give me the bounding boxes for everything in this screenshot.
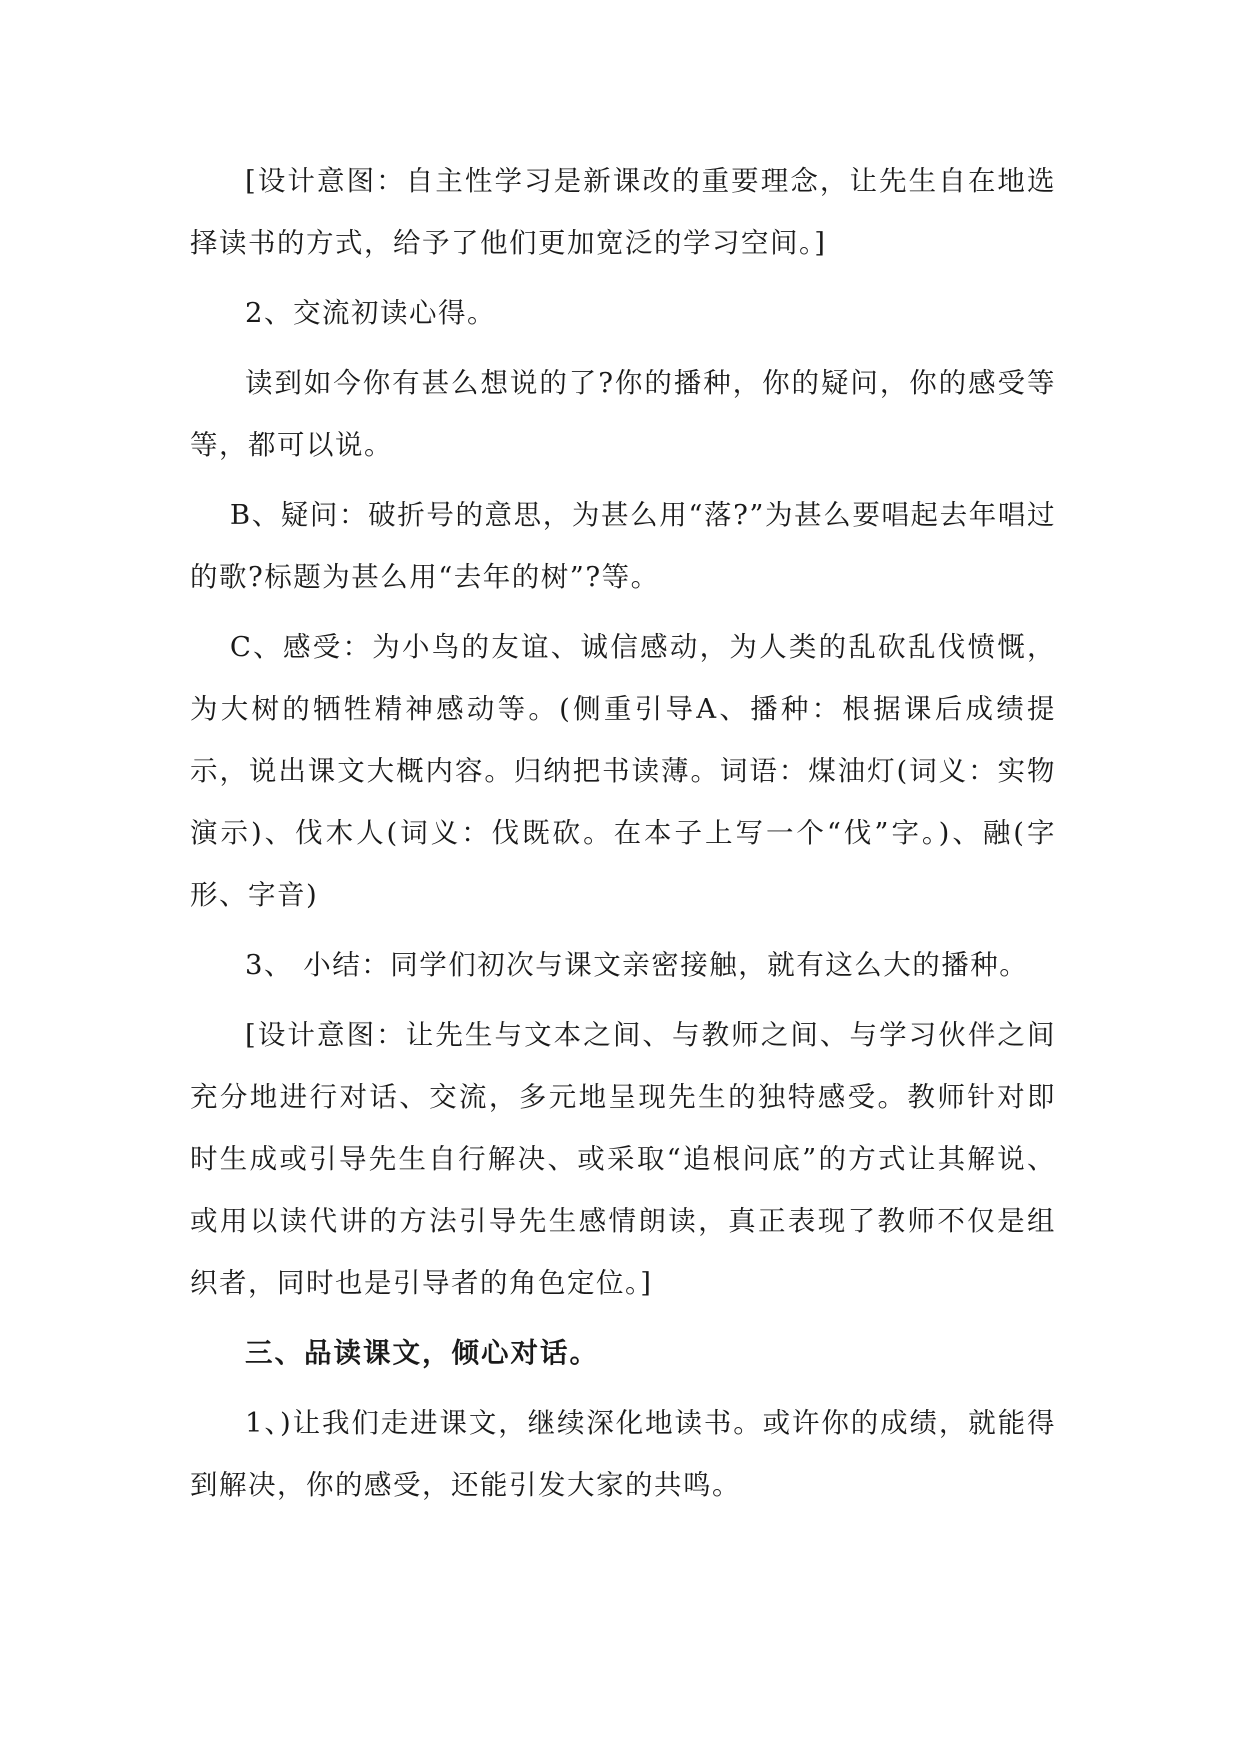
- section-3-heading: 三、品读课文，倾心对话。: [245, 1337, 599, 1369]
- step-1-paragraph: 1、)让我们走进课文，继续深化地读书。或许你的成绩，就能得到解决，你的感受，还能引发大家的共鸣。: [190, 1407, 1056, 1501]
- design-intent-paragraph-2: [设计意图：让先生与文本之间、与教师之间、与学习伙伴之间充分地进行对话、交流，多元地呈现先生的独特感受。教师针对即时生成或引导先生自行解决、或采取“追根问底”的方式让其解说、或用以读代讲的方法引导先生感情朗读，真正表现了教师不仅是组织者，同时也是引导者的角色定位。]: [190, 1019, 1056, 1299]
- document-body: [190, 150, 1056, 1524]
- design-intent-paragraph-1: [设计意图：自主性学习是新课改的重要理念，让先生自在地选择读书的方式，给予了他们更加宽泛的学习空间。]: [190, 165, 1056, 259]
- step-2-heading: 2、交流初读心得。: [245, 297, 496, 329]
- summary-step-3: 3、 小结：同学们初次与课文亲密接触，就有这么大的播种。: [245, 949, 1029, 981]
- reading-prompt-paragraph: 读到如今你有甚么想说的了?你的播种，你的疑问，你的感受等等，都可以说。: [190, 367, 1056, 461]
- feeling-paragraph-c: C、感受：为小鸟的友谊、诚信感动，为人类的乱砍乱伐愤慨，为大树的牺牲精神感动等。(侧重引导A、播种：根据课后成绩提示，说出课文大概内容。归纳把书读薄。词语：煤油灯(词义：实物演示)、伐木人(词义：伐既砍。在本子上写一个“伐”字。)、融(字形、字音): [190, 631, 1056, 911]
- question-paragraph-b: B、疑问：破折号的意思，为甚么用“落?”为甚么要唱起去年唱过的歌?标题为甚么用“去年的树”?等。: [190, 499, 1056, 593]
